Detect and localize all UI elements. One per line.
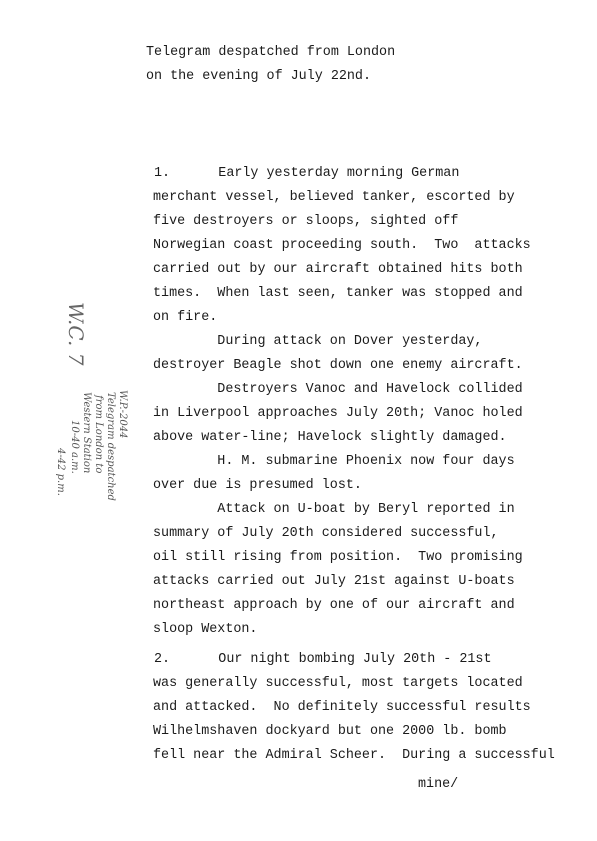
body-line: merchant vessel, believed tanker, escorted by [153,190,515,205]
body-line: and attacked. No definitely successful results [153,700,531,715]
margin-note-line-2: from London to [93,395,104,474]
body-line: attacks carried out July 21st against U-boats [153,574,515,589]
body-line: above water-line; Havelock slightly damaged. [153,430,507,445]
body-line: destroyer Beagle shot down one enemy aircraft. [153,358,523,373]
body-line: sloop Wexton. [153,622,258,637]
body-line: 1. Early yesterday morning German [154,166,460,181]
margin-note-line-5: 4-42 p.m. [55,448,66,496]
margin-note-ref-number: W.P.-2044 [117,390,128,439]
body-line: summary of July 20th considered successful, [153,526,499,541]
header-line-2: on the evening of July 22nd. [146,69,371,84]
body-line: Norwegian coast proceeding south. Two attacks [153,238,531,253]
body-line: Attack on U-boat by Beryl reported in [153,502,515,517]
margin-note-line-1: Telegram despatched [105,392,116,501]
body-line: oil still rising from position. Two promising [153,550,523,565]
body-line: five destroyers or sloops, sighted off [153,214,459,229]
body-line: over due is presumed lost. [153,478,362,493]
header-line-1: Telegram despatched from London [146,45,396,60]
body-line: fell near the Admiral Scheer. During a successful [153,748,555,763]
body-line: on fire. [153,310,218,325]
margin-note-file-ref: W.C. 7 [64,302,88,366]
body-line: 2. Our night bombing July 20th - 21st [154,652,492,667]
body-line: carried out by our aircraft obtained hits both [153,262,523,277]
margin-note-line-4: 10-40 a.m. [69,420,80,474]
body-line: times. When last seen, tanker was stopped and [153,286,523,301]
body-line: Wilhelmshaven dockyard but one 2000 lb. bomb [153,724,507,739]
catchword: mine/ [418,777,459,792]
margin-note-line-3: Western Station [81,392,92,474]
body-line: was generally successful, most targets located [153,676,523,691]
body-line: Destroyers Vanoc and Havelock collided [153,382,523,397]
body-line: northeast approach by one of our aircraft and [153,598,515,613]
body-line: H. M. submarine Phoenix now four days [153,454,515,469]
body-line: During attack on Dover yesterday, [153,334,483,349]
body-line: in Liverpool approaches July 20th; Vanoc holed [153,406,523,421]
